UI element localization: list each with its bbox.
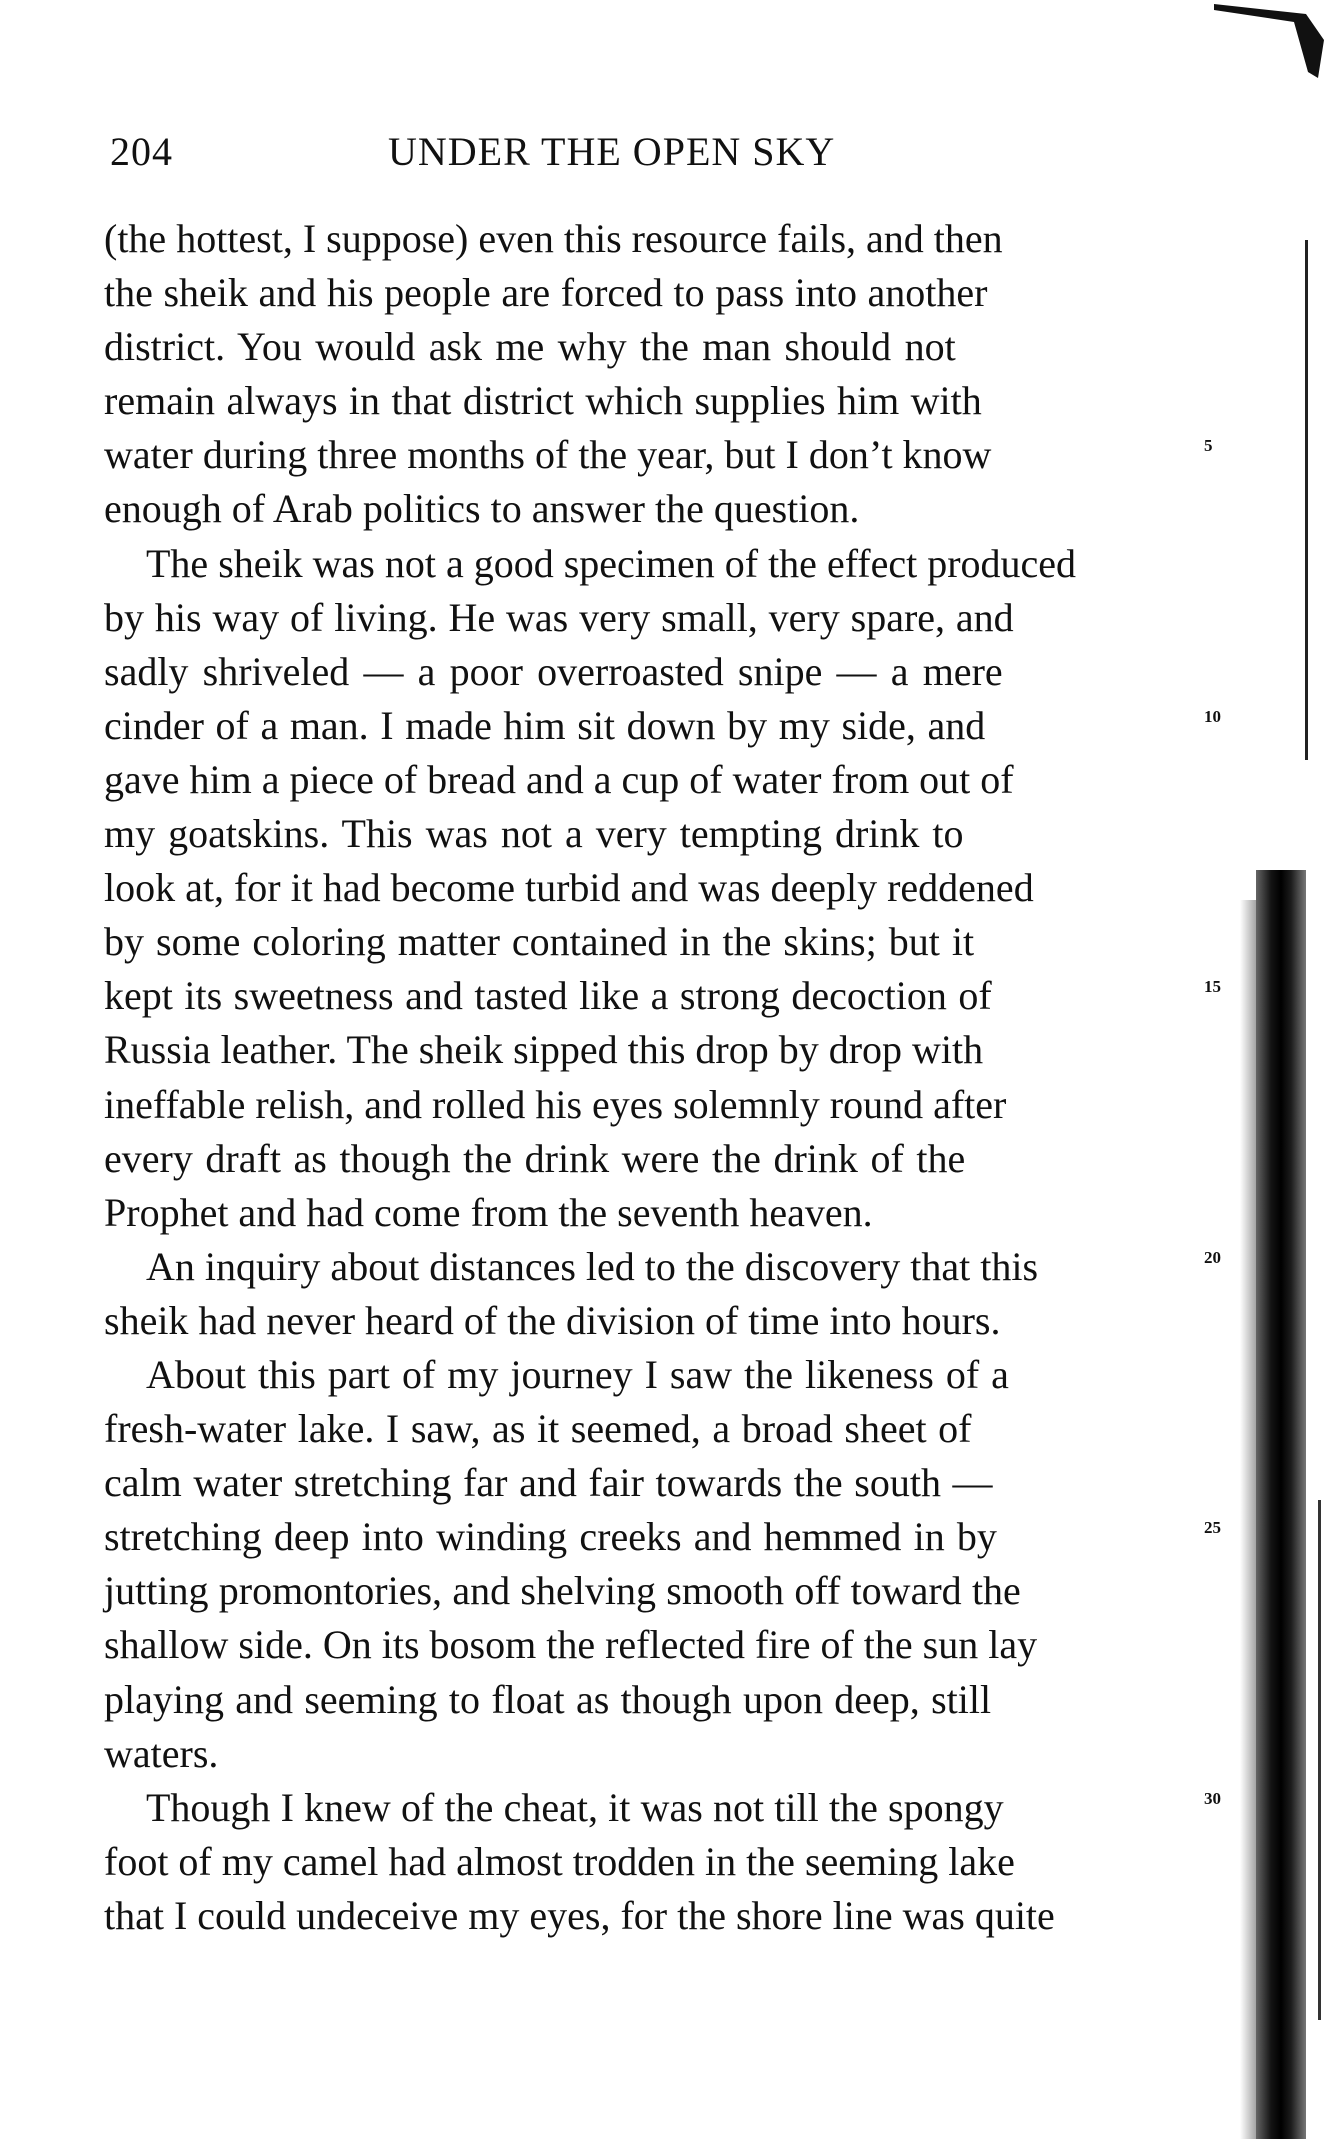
line-text: stretching deep into winding creeks and hemmed in by	[104, 1514, 997, 1560]
line-text: look at, for it had become turbid and was deeply reddened	[104, 865, 1034, 911]
text-line	[104, 1889, 1194, 1943]
line-text: The sheik was not a good specimen of the effect produced	[146, 540, 1077, 586]
line-text: Prophet and had come from the seventh heaven.	[104, 1189, 873, 1235]
line-number: 15	[1204, 977, 1221, 997]
line-text: jutting promontories, and shelving smooth off toward the	[104, 1568, 1021, 1614]
line-text: ineffable relish, and rolled his eyes solemnly round after	[104, 1081, 1007, 1127]
line-text: shallow side. On its bosom the reflected fire of the sun lay	[104, 1622, 1038, 1668]
text-line	[104, 212, 1194, 266]
line-text: gave him a piece of bread and a cup of water from out of	[104, 756, 1014, 802]
page-number: 204	[110, 129, 173, 174]
text-line	[104, 699, 1221, 753]
line-text: every draft as though the drink were the drink of the	[104, 1135, 966, 1181]
binding-shadow	[1256, 870, 1306, 2139]
text-line	[104, 1835, 1194, 1889]
text-line	[104, 1564, 1194, 1618]
line-number: 30	[1204, 1788, 1221, 1808]
line-text: Russia leather. The sheik sipped this drop by drop with	[104, 1027, 984, 1073]
running-head	[110, 128, 1190, 188]
line-text: by his way of living. He was very small, very spare, and	[104, 594, 1014, 640]
text-line	[104, 1240, 1221, 1294]
line-number: 25	[1204, 1518, 1221, 1538]
line-number: 5	[1204, 436, 1213, 456]
text-line	[104, 1294, 1194, 1348]
scan-edge-line	[1318, 1500, 1321, 2020]
text-line	[104, 753, 1194, 807]
line-text: kept its sweetness and tasted like a strong decoction of	[104, 973, 992, 1019]
line-text: my goatskins. This was not a very tempting drink to	[104, 811, 964, 857]
text-line	[104, 1186, 1194, 1240]
line-text: calm water stretching far and fair towards the south —	[104, 1460, 993, 1506]
text-line	[104, 320, 1194, 374]
line-text: enough of Arab politics to answer the question.	[104, 486, 860, 532]
text-line	[104, 428, 1213, 482]
text-line	[104, 591, 1194, 645]
body-text	[104, 212, 1221, 1943]
line-text: sadly shriveled — a poor overroasted snipe — a mere	[104, 648, 1003, 694]
text-line	[104, 1132, 1194, 1186]
line-text: remain always in that district which supplies him with	[104, 378, 982, 424]
line-text: An inquiry about distances led to the discovery that this	[146, 1243, 1039, 1289]
line-number: 10	[1204, 706, 1221, 726]
text-line	[104, 645, 1194, 699]
line-text: that I could undeceive my eyes, for the shore line was quite	[104, 1892, 1055, 1938]
line-text: the sheik and his people are forced to pass into another	[104, 270, 988, 316]
line-text: fresh-water lake. I saw, as it seemed, a broad sheet of	[104, 1406, 972, 1452]
line-text: (the hottest, I suppose) even this resource fails, and then	[104, 216, 1003, 261]
text-line	[104, 537, 1194, 591]
binding-shadow-edge	[1240, 900, 1256, 2139]
text-line	[104, 1727, 1194, 1781]
margin-rule	[1305, 240, 1308, 760]
text-line	[104, 1510, 1221, 1564]
line-text: foot of my camel had almost trodden in the seeming lake	[104, 1838, 1015, 1884]
text-line	[104, 482, 1194, 536]
line-text: About this part of my journey I saw the likeness of a	[146, 1351, 1009, 1397]
text-line	[104, 266, 1194, 320]
running-title: UNDER THE OPEN SKY	[388, 129, 836, 174]
text-line	[104, 807, 1194, 861]
text-line	[104, 915, 1194, 969]
text-line	[104, 861, 1194, 915]
text-line	[104, 1078, 1194, 1132]
text-line	[104, 1402, 1194, 1456]
text-line	[104, 374, 1194, 428]
text-line	[104, 969, 1221, 1023]
line-text: by some coloring matter contained in the skins; but it	[104, 919, 975, 965]
line-text: district. You would ask me why the man should not	[104, 324, 956, 370]
text-line	[104, 1781, 1221, 1835]
line-text: waters.	[104, 1730, 219, 1776]
line-text: water during three months of the year, but I don’t know	[104, 432, 992, 478]
text-line	[104, 1618, 1194, 1672]
line-text: cinder of a man. I made him sit down by my side, and	[104, 702, 986, 748]
text-line	[104, 1348, 1194, 1402]
line-text: playing and seeming to float as though upon deep, still	[104, 1676, 992, 1722]
text-line	[104, 1023, 1194, 1077]
scan-corner-mark	[1214, 0, 1324, 90]
line-number: 20	[1204, 1247, 1221, 1267]
text-line	[104, 1673, 1194, 1727]
text-line	[104, 1456, 1194, 1510]
line-text: sheik had never heard of the division of time into hours.	[104, 1297, 1001, 1343]
line-text: Though I knew of the cheat, it was not till the spongy	[146, 1784, 1004, 1830]
